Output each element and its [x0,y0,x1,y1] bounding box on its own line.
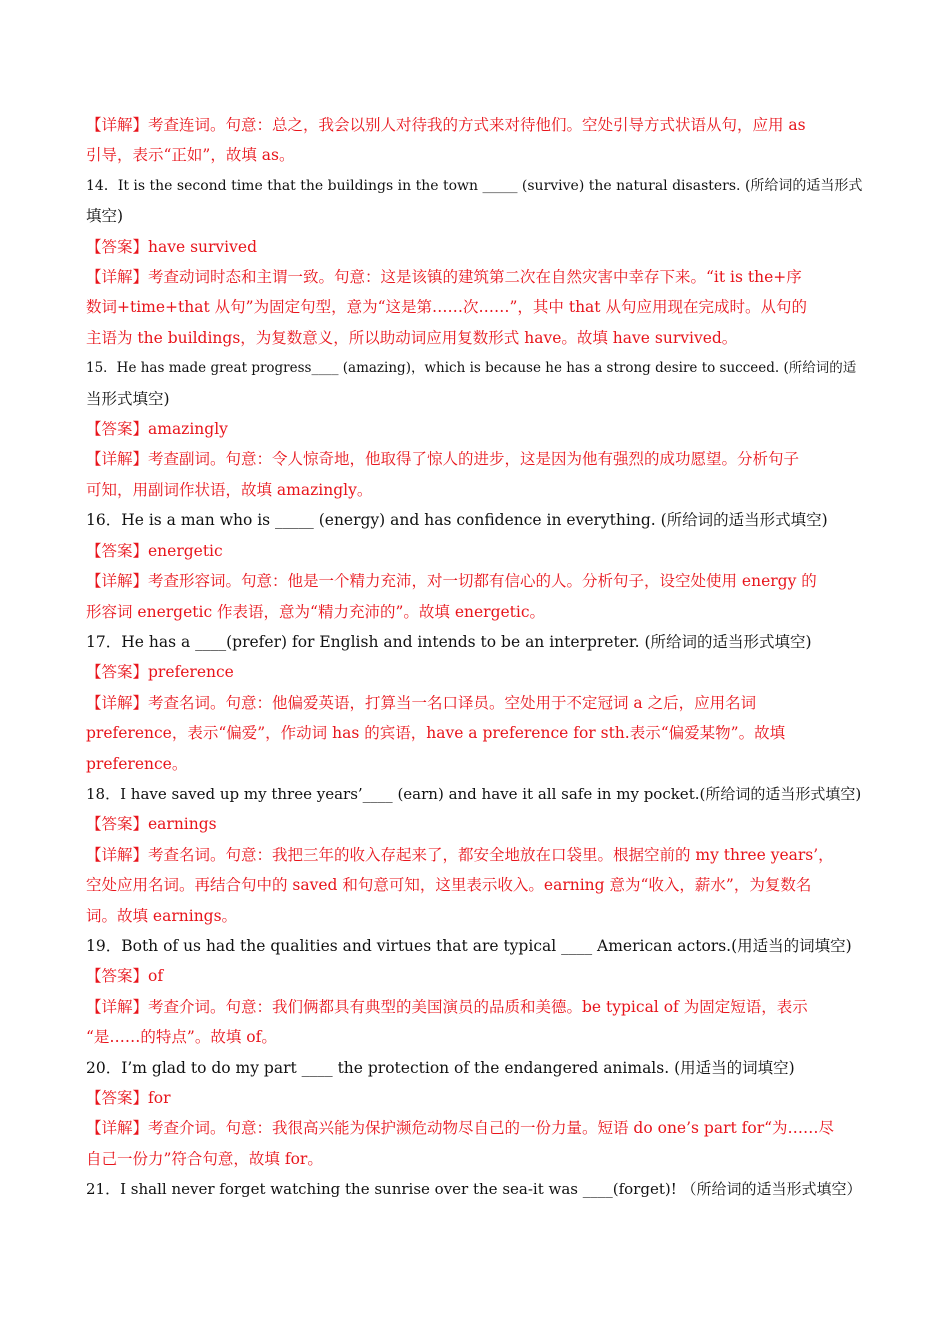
explanation-line: “是……的特点”。故填 of。 [86,1028,277,1047]
question-line: 14．It is the second time that the buildings in the town _____ (survive) the natural disasters. (所给词的适当形式 [86,177,863,194]
question-line: 15．He has made great progress____ (amazing)，which is because he has a strong desire to succeed. (所给词的适 [86,360,857,377]
question-line: 20．I’m glad to do my part ____ the protection of the endangered animals. (用适当的词填空) [86,1058,795,1077]
explanation-line: 形容词 energetic 作表语，意为“精力充沛的”。故填 energetic。 [86,602,546,621]
explanation-line: 【详解】考查介词。句意：我很高兴能为保护濒危动物尽自己的一份力量。短语 do one’s part for“为……尽 [86,1119,835,1138]
explanation-line: preference，表示“偏爱”，作动词 has 的宾语，have a preference for sth.表示“偏爱某物”。故填 [86,724,786,743]
explanation-line: 【详解】考查动词时态和主谓一致。句意：这是该镇的建筑第二次在自然灾害中幸存下来。“it is the+序 [86,268,802,287]
explanation-line: 【详解】考查介词。句意：我们俩都具有典型的美国演员的品质和美德。be typical of 为固定短语，表示 [86,997,808,1016]
question-line: 21．I shall never forget watching the sunrise over the sea-it was ____(forget)! （所给词的适当形式填空） [86,1180,862,1199]
explanation-line: 【详解】考查副词。句意：令人惊奇地，他取得了惊人的进步，这是因为他有强烈的成功愿望。分析句子 [86,450,800,469]
explanation-line: 可知，用副词作状语，故填 amazingly。 [86,480,373,499]
explanation-line: 【详解】考查形容词。句意：他是一个精力充沛，对一切都有信心的人。分析句子，设空处使用 energy 的 [86,572,817,591]
explanation-line: 数词+time+that 从句”为固定句型，意为“这是第……次……”，其中 that 从句应用现在完成时。从句的 [86,298,807,317]
question-line: 16．He is a man who is _____ (energy) and has confidence in everything. (所给词的适当形式填空) [86,511,828,530]
explanation-line: 【详解】考查名词。句意：我把三年的收入存起来了，都安全地放在口袋里。根据空前的 my three years’， [86,845,834,864]
explanation-line: 自己一份力”符合句意，故填 for。 [86,1149,323,1168]
explanation-line: 【详解】考查连词。句意：总之，我会以别人对待我的方式来对待他们。空处引导方式状语从句，应用 as [86,116,806,134]
question-line: 18．I have saved up my three years’____ (earn) and have it all safe in my pocket.(所给词的适当形式填空) [86,784,862,803]
answer-line: 【答案】for [86,1089,171,1107]
answer-line: 【答案】have survived [86,237,257,256]
explanation-line: 词。故填 earnings。 [86,906,238,925]
explanation-line: preference。 [86,754,188,773]
explanation-line: 主语为 the buildings，为复数意义，所以助动词应用复数形式 have。故填 have survived。 [86,328,738,347]
explanation-line: 引导，表示“正如”，故填 as。 [86,146,295,165]
question-line: 填空) [86,207,124,226]
explanation-line: 空处应用名词。再结合句中的 saved 和句意可知，这里表示收入。earning 意为“收入，薪水”，为复数名 [86,876,812,895]
answer-line: 【答案】earnings [86,815,217,834]
question-line: 当形式填空) [86,389,170,408]
answer-line: 【答案】of [86,967,164,986]
answer-line: 【答案】energetic [86,541,223,560]
answer-line: 【答案】preference [86,663,234,682]
explanation-line: 【详解】考查名词。句意：他偏爱英语，打算当一名口译员。空处用于不定冠词 a 之后，应用名词 [86,693,757,712]
question-line: 19．Both of us had the qualities and virtues that are typical ____ American actors.(用适当的词填空) [86,936,852,955]
answer-line: 【答案】amazingly [86,420,228,439]
question-line: 17．He has a ____(prefer) for English and intends to be an interpreter. (所给词的适当形式填空) [86,632,812,651]
document-page [86,110,862,1205]
